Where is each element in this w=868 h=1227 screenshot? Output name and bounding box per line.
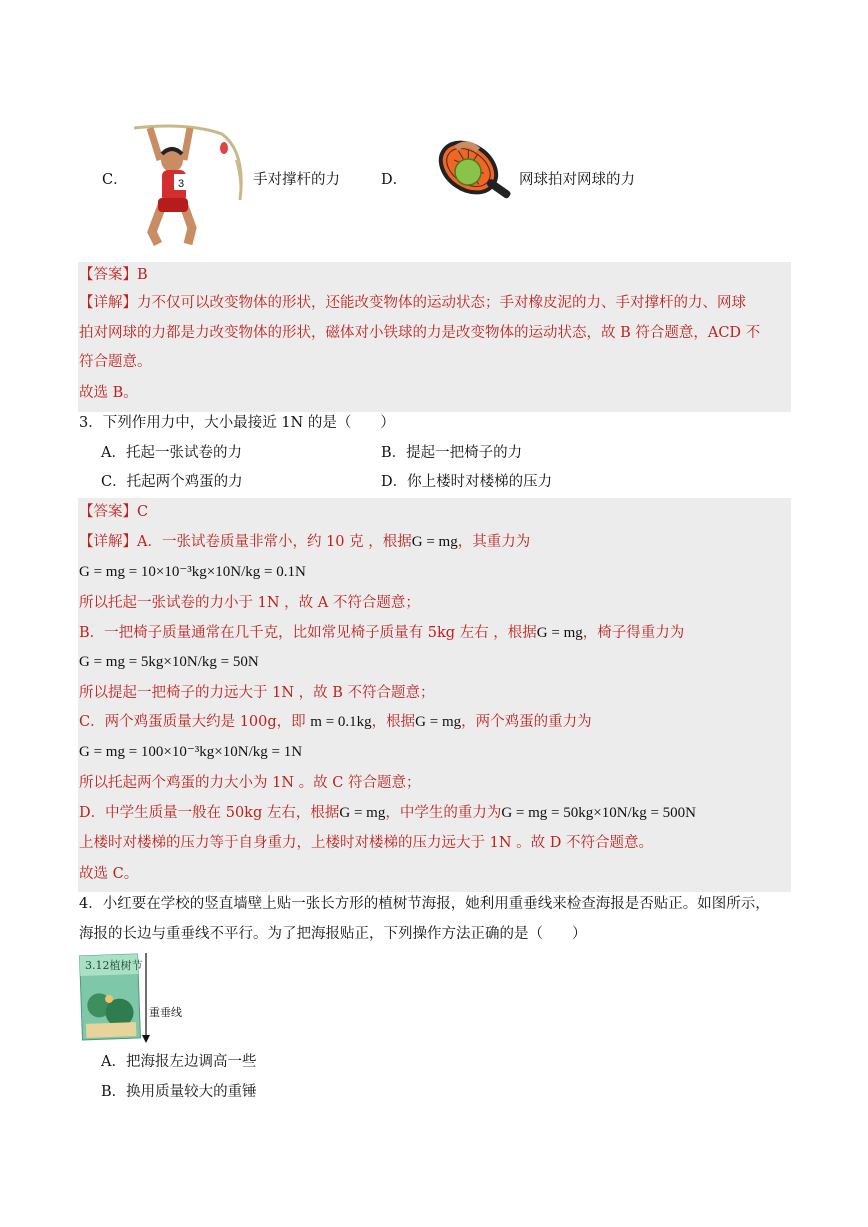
detail-q3-d-line xyxy=(79,803,696,823)
svg-text:3: 3 xyxy=(178,178,185,190)
formula-g-mg-d: G = mg xyxy=(339,805,386,821)
detail-q3-b-line xyxy=(79,623,684,643)
detail-q2-line1: 【详解】力不仅可以改变物体的形状，还能改变物体的运动状态；手对橡皮泥的力、手对撑杆的力、网球 xyxy=(79,295,746,311)
question-4-stem-line1: 4．小红要在学校的竖直墙壁上贴一张长方形的植树节海报，她利用重垂线来检查海报是否贴正。如图所示， xyxy=(79,896,770,912)
option-d-letter: D． xyxy=(381,172,408,188)
poster-title: 3.12植树节 xyxy=(85,959,143,972)
option-c-text: 手对撑杆的力 xyxy=(253,172,340,188)
detail-q3-c-line xyxy=(79,712,592,732)
question-4-stem-line2: 海报的长边与重垂线不平行。为了把海报贴正，下列操作方法正确的是（ ） xyxy=(79,926,587,942)
q3-option-b: B．提起一把椅子的力 xyxy=(381,445,523,461)
detail-q3-a-post: ，其重力为 xyxy=(457,534,531,550)
detail-q3-c-pre: C．两个鸡蛋质量大约是 100g，即 xyxy=(79,714,306,730)
option-d-text: 网球拍对网球的力 xyxy=(519,172,635,188)
detail-q2-line2: 拍对网球的力都是力改变物体的形状，磁体对小铁球的力是改变物体的运动状态，故 B 符合题意，ACD 不 xyxy=(79,325,761,341)
formula-mass-c: m = 0.1kg xyxy=(310,714,372,730)
conclusion-q3: 故选 C。 xyxy=(79,866,139,882)
detail-q3-c-mid: ，根据 xyxy=(371,714,416,730)
answer-q2: 【答案】B xyxy=(79,267,148,283)
option-c-letter: C． xyxy=(102,172,128,188)
q3-option-d: D．你上楼时对楼梯的压力 xyxy=(381,474,553,490)
q4-option-a: A．把海报左边调高一些 xyxy=(101,1054,257,1070)
conclusion-q3-c: 所以托起两个鸡蛋的力大小为 1N 。故 C 符合题意； xyxy=(79,775,421,791)
q4-option-b: B．换用质量较大的重锤 xyxy=(101,1084,257,1100)
q3-option-a: A．托起一张试卷的力 xyxy=(101,445,242,461)
q3-option-c: C．托起两个鸡蛋的力 xyxy=(101,474,243,490)
formula-q3-a: G = mg = 10×10⁻³kg×10N/kg = 0.1N xyxy=(79,564,306,580)
pole-vault-image xyxy=(128,120,248,248)
formula-q3-b: G = mg = 5kg×10N/kg = 50N xyxy=(79,654,259,670)
plumb-line-label: 重垂线 xyxy=(149,1006,182,1019)
formula-q3-d: G = mg = 50kg×10N/kg = 500N xyxy=(501,805,697,821)
conclusion-q3-d: 上楼时对楼梯的压力等于自身重力，上楼时对楼梯的压力远大于 1N 。故 D 不符合题意。 xyxy=(79,835,653,851)
detail-q3-b-post: ，椅子得重力为 xyxy=(582,625,685,641)
formula-g-mg-a: G = mg xyxy=(411,534,458,550)
detail-q3-d-mid: ，中学生的重力为 xyxy=(385,805,502,821)
conclusion-q3-b: 所以提起一把椅子的力远大于 1N ，故 B 不符合题意； xyxy=(79,685,435,701)
formula-g-mg-c: G = mg xyxy=(415,714,462,730)
detail-q3-c-post: ，两个鸡蛋的重力为 xyxy=(461,714,592,730)
detail-q2-line3: 符合题意。 xyxy=(79,354,152,370)
formula-q3-c: G = mg = 100×10⁻³kg×10N/kg = 1N xyxy=(79,744,303,760)
question-3-stem: 3．下列作用力中，大小最接近 1N 的是（ ） xyxy=(79,415,395,431)
conclusion-q3-a: 所以托起一张试卷的力小于 1N ，故 A 不符合题意； xyxy=(79,595,420,611)
detail-q3-a-pre: 【详解】A．一张试卷质量非常小，约 10 克 ，根据 xyxy=(79,534,412,550)
conclusion-q2: 故选 B。 xyxy=(79,385,138,401)
detail-q3-d-pre: D．中学生质量一般在 50kg 左右，根据 xyxy=(79,805,340,821)
formula-g-mg-b: G = mg xyxy=(536,625,583,641)
detail-q3-b-pre: B．一把椅子质量通常在几千克，比如常见椅子质量有 5kg 左右 ，根据 xyxy=(79,625,537,641)
poster-figure xyxy=(79,953,189,1045)
tennis-image xyxy=(418,130,514,226)
answer-q3: 【答案】C xyxy=(79,504,149,520)
detail-q3-a-line xyxy=(79,532,530,552)
